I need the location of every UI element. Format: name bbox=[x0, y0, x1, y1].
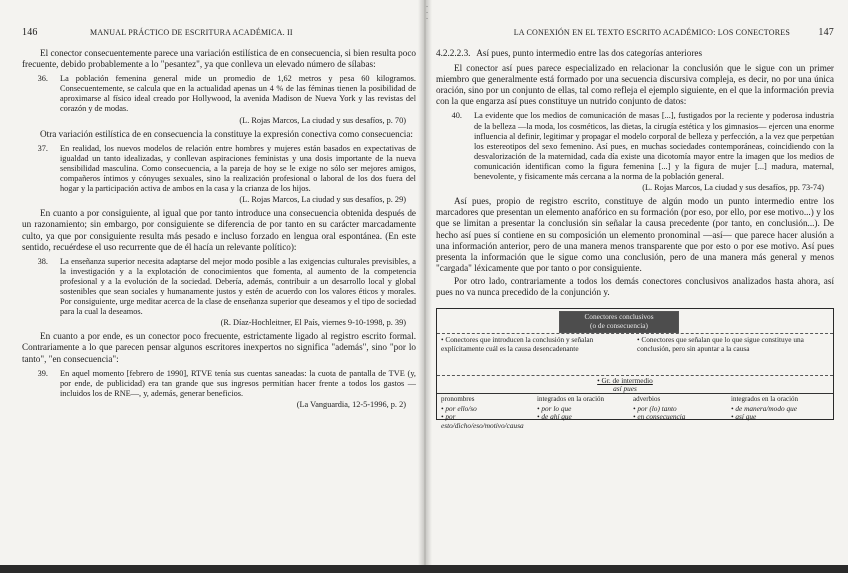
running-head: LA CONEXIÓN EN EL TEXTO ESCRITO ACADÉMICO: LOS CONECTORES bbox=[513, 28, 790, 37]
example-text: En realidad, los nuevos modelos de relación entre hombres y mujeres están basados en expectativas de igualdad un tanto idealizadas, y conllevan aspiraciones feministas y una dosis importante de la nueva sensibilidad masculina. Como consecuencia, a la pareja de hoy se le exige no sólo ser mejores amigos, compañeros íntimos y cónyuges sexuales, sino la realización profesional o laboral de los dos fuera del hogar y la participación activa de ambos en la casa y la crianza de los hijos. bbox=[60, 143, 416, 194]
page-number: 147 bbox=[818, 27, 834, 38]
diagram-title bbox=[559, 311, 679, 333]
diagram-item: • por (lo) tanto bbox=[633, 403, 677, 413]
diagram-item: • en consecuencia bbox=[633, 412, 686, 422]
diagram-branch-row bbox=[437, 333, 833, 374]
example-source: (L. Rojas Marcos, La ciudad y sus desafíos, p. 70) bbox=[239, 115, 406, 125]
diagram-item: • así que bbox=[731, 412, 757, 422]
example-38 bbox=[22, 257, 416, 329]
diagram-title-line: (o de consecuencia) bbox=[590, 321, 648, 331]
example-source: (L. Rojas Marcos, La ciudad y sus desafíos, pp. 73-74) bbox=[642, 183, 824, 193]
diagram-column-header: integrados en la oración bbox=[731, 395, 799, 404]
right-page-header bbox=[436, 27, 834, 39]
example-number: 36. bbox=[37, 74, 48, 84]
example-number: 39. bbox=[37, 368, 48, 378]
left-page-body bbox=[22, 48, 416, 413]
scan-bottom-edge bbox=[0, 565, 848, 573]
paragraph: En cuanto a por consiguiente, al igual que por tanto introduce una consecuencia obtenida después de un razonamiento; sin embargo, por consiguiente se diferencia de por tanto en su carácter marcadamente culto, ya que por consiguiente resulta más pesado e incluso forzado en lengua oral espontánea. (En este sentido, recuérdese el uso recurrente que de él hacía un relevante político): bbox=[22, 208, 416, 252]
example-37 bbox=[22, 144, 416, 206]
example-source: (La Vanguardia, 12-5-1996, p. 2) bbox=[296, 399, 406, 409]
diagram-column bbox=[633, 395, 729, 422]
example-text: La enseñanza superior necesita adaptarse del mejor modo posible a las exigencias culturales previsibles, a la investigación y a la explotación de conocimientos que fomenta, al aumento de la competencia profesional y a la evolución de la sociedad. Debería, además, contribuir a un desarrollo local y global sostenibles que sean sociales y humanamente justos y estén de acuerdo con los valores éticos y morales. Por consiguiente, urge meditar acerca de la clase de enseñanza superior que deseamos y el tipo de sociedad para la cual la deseamos. bbox=[60, 256, 416, 317]
diagram-item: • por lo que bbox=[537, 403, 572, 413]
diagram-item: • por ello/so bbox=[441, 403, 477, 413]
diagram-left-description: • Conectores que introducen la conclusión y señalan explícitamente cuál es la causa desencadenante bbox=[441, 335, 594, 353]
diagram-item: • de manera/modo que bbox=[731, 403, 797, 413]
diagram-column bbox=[441, 395, 537, 430]
paragraph: El conector así pues parece especializado en relacionar la conclusión que le sigue con un primer miembro que generalmente está formado por una secuencia discursiva compleja, es decir, no por una única oración, sino por un conjunto de ellas, tal como refleja el ejemplo siguiente, en el que la información previa con la que engarza así pues constituye un nutrido conjunto de datos: bbox=[436, 63, 834, 107]
diagram-item: • de ahí que bbox=[537, 412, 572, 422]
diagram-columns bbox=[437, 393, 833, 430]
section-number: 4.2.2.2.3. bbox=[436, 48, 471, 58]
diagram-column-header: pronombres bbox=[441, 395, 475, 404]
diagram-middle-item: así pues bbox=[613, 384, 637, 394]
paragraph: Por otro lado, contrariamente a todos los demás conectores conclusivos analizados hasta ahora, así pues no va nunca precedido de la conjunción y. bbox=[436, 275, 834, 297]
example-text: La población femenina general mide un promedio de 1,62 metros y pesa 60 kilogramos. Consecuentemente, se calcula que en la actualidad apenas un 4 % de las féminas tienen la posibilidad de aproximarse al físico ideal creado por Hollywood, la avenida Madison de Nueva York y las revistas del corazón y de modas. bbox=[60, 74, 416, 114]
diagram-column-header: integrados en la oración bbox=[537, 395, 605, 404]
diagram-item: • por esto/dicho/eso/motivo/causa bbox=[441, 412, 524, 430]
section-heading bbox=[436, 48, 834, 59]
diagram-column-header: adverbios bbox=[633, 395, 661, 404]
example-number: 40. bbox=[451, 111, 462, 121]
section-title: Así pues, punto intermedio entre las dos categorías anteriores bbox=[476, 48, 703, 58]
running-head: MANUAL PRÁCTICO DE ESCRITURA ACADÉMICA. II bbox=[90, 28, 293, 37]
example-source: (R. Díaz-Hochleitner, El País, viernes 9-10-1998, p. 39) bbox=[220, 318, 406, 328]
book-gutter bbox=[418, 0, 432, 573]
example-39 bbox=[22, 369, 416, 410]
example-40 bbox=[436, 111, 834, 193]
example-number: 37. bbox=[37, 143, 48, 153]
example-number: 38. bbox=[37, 256, 48, 266]
example-36 bbox=[22, 74, 416, 125]
right-page bbox=[436, 0, 834, 565]
diagram-title-line: Conectores conclusivos bbox=[584, 312, 654, 322]
paragraph: En cuanto a por ende, es un conector poco frecuente, estrictamente ligado al registro escrito formal. Contrariamente a lo que parecen pensar algunos escritores inexpertos no significa "además", sino "por lo tanto", "en consecuencia": bbox=[22, 331, 416, 364]
left-page-header bbox=[22, 27, 416, 39]
diagram-middle-label: • Gr. de intermedio bbox=[597, 376, 653, 386]
diagram-right-description: • Conectores que señalan que lo que sigue constituye una conclusión, pero sin apuntar a la causa bbox=[637, 335, 804, 353]
example-text: En aquel momento [febrero de 1990], RTVE tenía sus cuentas saneadas: la cuota de pantalla de TVE (y, por ende, de publicidad) era tan grande que sus ingresos permitían hacer frente a todos los gastos —incluidos los de RNE—, y, además, generar beneficios. bbox=[60, 368, 416, 398]
example-source: (L. Rojas Marcos, La ciudad y sus desafíos, p. 29) bbox=[239, 195, 406, 205]
page-number: 146 bbox=[22, 27, 38, 38]
diagram-column bbox=[537, 395, 633, 422]
example-text: La evidente que los medios de comunicación de masas [...], fustigados por la reciente y poderosa industria de la belleza —la moda, los cosméticos, las dietas, la cirugía estética y los gimnasios— ejercen una enorme influencia al definir, legitimar y propagar el modelo corporal de belleza y perfección, a la vez que perpetúan los estereotipos del sexo femenino. Así pues, en muchas sociedades contemporáneas, coincidiendo con la desvalorización de la maternidad, cada día existe una dicotomía mayor entre la imagen que los medios de comunicación identifican como la figura femenina [...] y la figura de mujer [...] madura, maternal, benevolente, y fisicamente más cercana a la norma de la población general. bbox=[474, 111, 834, 182]
right-page-body bbox=[436, 48, 834, 430]
connectors-diagram bbox=[436, 308, 834, 430]
left-page bbox=[22, 0, 416, 565]
diagram-middle-group bbox=[575, 377, 675, 393]
diagram-column bbox=[731, 395, 827, 422]
paragraph: Así pues, propio de registro escrito, constituye de algún modo un punto intermedio entre los marcadores que presentan un elemento anafórico en su formación (por eso, por ello, por ese motivo...) y los que se limitan a presentar la conclusión sin señalar la causa precedente (por tanto, en conclusión...). De hecho así pues sí contiene en su composición un elemento pronominal —así— que parece hacer alusión a una información anterior, pero de una manera menos transparente que por esto o por ese motivo. Así pues presenta la información que le sigue como una conclusión, pero de una manera más general y menos "cargada" léxicamente que por tanto o por consiguiente. bbox=[436, 196, 834, 273]
paragraph: El conector consecuentemente parece una variación estilística de en consecuencia, si bien resulta poco frecuente, debido probablemente a lo "pesantez", ya que conlleva un elevado número de sílabas: bbox=[22, 48, 416, 70]
paragraph: Otra variación estilística de en consecuencia la constituye la expresión conectiva como consecuencia: bbox=[40, 128, 413, 139]
gutter-marks: · · · bbox=[425, 3, 429, 23]
